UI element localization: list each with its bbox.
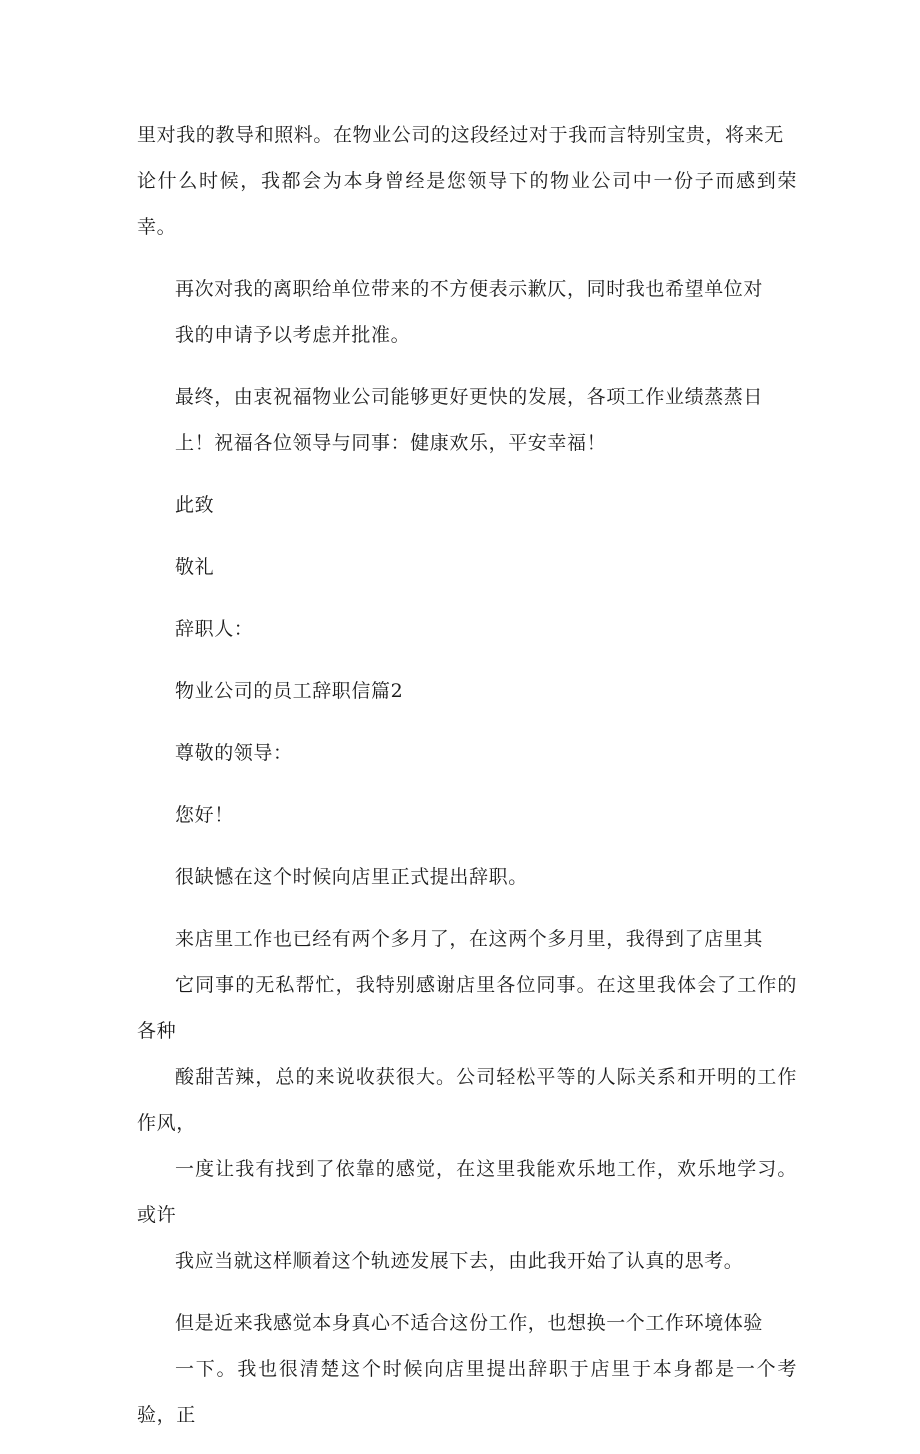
paragraph: [137, 1300, 797, 1438]
text-line: 我应当就这样顺着这个轨迹发展下去，由此我开始了认真的思考。: [175, 1250, 744, 1272]
text-line: 但是近来我感觉本身真心不适合这份工作，也想换一个工作环境体验: [175, 1312, 764, 1334]
text-line: 它同事的无私帮忙，我特别感谢店里各位同事。在这里我体会了工作的各种: [137, 974, 797, 1042]
text-line: 尊敬的领导：: [175, 742, 293, 764]
text-line: 物业公司的员工辞职信篇2: [175, 680, 404, 702]
text-line: 上！祝福各位领导与同事：健康欢乐，平安幸福！: [175, 432, 607, 454]
text-line: 此致: [175, 494, 215, 516]
paragraph: [137, 544, 797, 590]
text-line: 一下。我也很清楚这个时候向店里提出辞职于店里于本身都是一个考验，正: [137, 1358, 797, 1426]
text-line: 敬礼: [175, 556, 215, 578]
paragraph: [137, 730, 797, 776]
text-line: 里对我的教导和照料。在物业公司的这段经过对于我而言特别宝贵，将来无: [137, 124, 784, 146]
paragraph: [137, 112, 797, 250]
paragraph: [137, 374, 797, 466]
text-line: 再次对我的离职给单位带来的不方便表示歉仄，同时我也希望单位对: [175, 278, 764, 300]
paragraph: [137, 266, 797, 358]
text-line: 我的申请予以考虑并批准。: [175, 324, 411, 346]
paragraph: [137, 854, 797, 900]
paragraph: [137, 668, 797, 714]
text-line: 论什么时候，我都会为本身曾经是您领导下的物业公司中一份子而感到荣幸。: [137, 170, 797, 238]
text-line: 辞职人：: [175, 618, 254, 640]
text-line: 酸甜苦辣，总的来说收获很大。公司轻松平等的人际关系和开明的工作作风，: [137, 1066, 797, 1134]
paragraph: [137, 916, 797, 1284]
text-line: 最终，由衷祝福物业公司能够更好更快的发展，各项工作业绩蒸蒸日: [175, 386, 764, 408]
text-line: 一度让我有找到了依靠的感觉，在这里我能欢乐地工作，欢乐地学习。或许: [137, 1158, 797, 1226]
text-line: 很缺憾在这个时候向店里正式提出辞职。: [175, 866, 528, 888]
paragraph: [137, 482, 797, 528]
text-line: 您好！: [175, 804, 234, 826]
document-body: [137, 112, 797, 1454]
text-line: 来店里工作也已经有两个多月了，在这两个多月里，我得到了店里其: [175, 928, 764, 950]
paragraph: [137, 606, 797, 652]
paragraph: [137, 792, 797, 838]
